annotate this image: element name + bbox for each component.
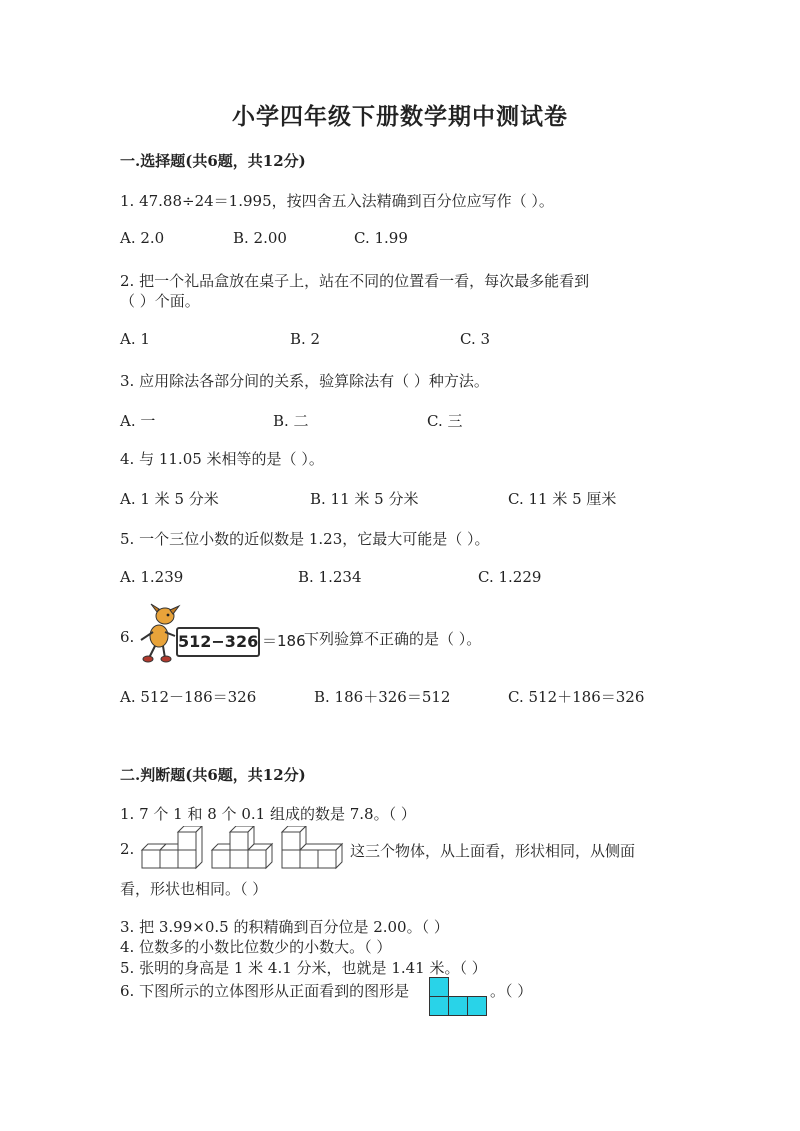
judgement-6-tail: 。（ ） — [490, 982, 533, 1000]
q5-option-a: A. 1.239 — [120, 568, 184, 586]
question-6-number: 6. — [120, 628, 135, 646]
question-2-line1: 2. 把一个礼品盒放在桌子上，站在不同的位置看一看，每次最多能看到 — [120, 272, 590, 290]
judgement-5: 5. 张明的身高是 1 米 4.1 分米，也就是 1.41 米。（ ） — [120, 959, 487, 977]
q4-option-b: B. 11 米 5 分米 — [310, 490, 419, 508]
q5-option-b: B. 1.234 — [298, 568, 362, 586]
question-2-line2: （ ）个面。 — [120, 292, 200, 310]
q3-option-c: C. 三 — [427, 412, 463, 430]
section-heading-judgement: 二.判断题(共6题，共12分) — [120, 766, 306, 784]
front-view-shape — [429, 977, 489, 1017]
judgement-2-line2: 看，形状也相同。（ ） — [120, 880, 268, 898]
question-5: 5. 一个三位小数的近似数是 1.23，它最大可能是（ ）。 — [120, 530, 490, 548]
q6-option-b: B. 186＋326＝512 — [314, 688, 451, 706]
q6-option-c: C. 512＋186＝326 — [508, 688, 645, 706]
q1-option-a: A. 2.0 — [120, 229, 165, 247]
question-6: 下列验算不正确的是（ ）。 — [304, 630, 482, 648]
judgement-1: 1. 7 个 1 和 8 个 0.1 组成的数是 7.8。（ ） — [120, 805, 416, 823]
q3-option-a: A. 一 — [120, 412, 156, 430]
q6-option-a: A. 512－186＝326 — [120, 688, 257, 706]
q2-option-b: B. 2 — [290, 330, 321, 348]
cube-object-3 — [280, 826, 344, 872]
page-title: 小学四年级下册数学期中测试卷 — [232, 103, 568, 130]
q4-option-c: C. 11 米 5 厘米 — [508, 490, 617, 508]
calculation-result: ＝186 — [262, 632, 306, 650]
judgement-2-line1: 这三个物体，从上面看，形状相同，从侧面 — [350, 842, 636, 860]
question-3: 3. 应用除法各部分间的关系，验算除法有（ ）种方法。 — [120, 372, 489, 390]
judgement-2-number: 2. — [120, 840, 135, 858]
calculation-box: 512−326 — [176, 627, 260, 657]
cube-object-2 — [210, 826, 274, 872]
q2-option-c: C. 3 — [460, 330, 491, 348]
q3-option-b: B. 二 — [273, 412, 309, 430]
q4-option-a: A. 1 米 5 分米 — [120, 490, 219, 508]
q1-option-c: C. 1.99 — [354, 229, 408, 247]
judgement-3: 3. 把 3.99×0.5 的积精确到百分位是 2.00。（ ） — [120, 918, 449, 936]
q5-option-c: C. 1.229 — [478, 568, 542, 586]
section-heading-choice: 一.选择题(共6题，共12分) — [120, 152, 306, 170]
judgement-6: 6. 下图所示的立体图形从正面看到的图形是 — [120, 982, 410, 1000]
question-4: 4. 与 11.05 米相等的是（ ）。 — [120, 450, 324, 468]
q1-option-b: B. 2.00 — [233, 229, 287, 247]
judgement-4: 4. 位数多的小数比位数少的小数大。（ ） — [120, 938, 392, 956]
question-1: 1. 47.88÷24＝1.995，按四舍五入法精确到百分位应写作（ ）。 — [120, 192, 554, 210]
q2-option-a: A. 1 — [120, 330, 150, 348]
cube-object-1 — [140, 826, 204, 872]
